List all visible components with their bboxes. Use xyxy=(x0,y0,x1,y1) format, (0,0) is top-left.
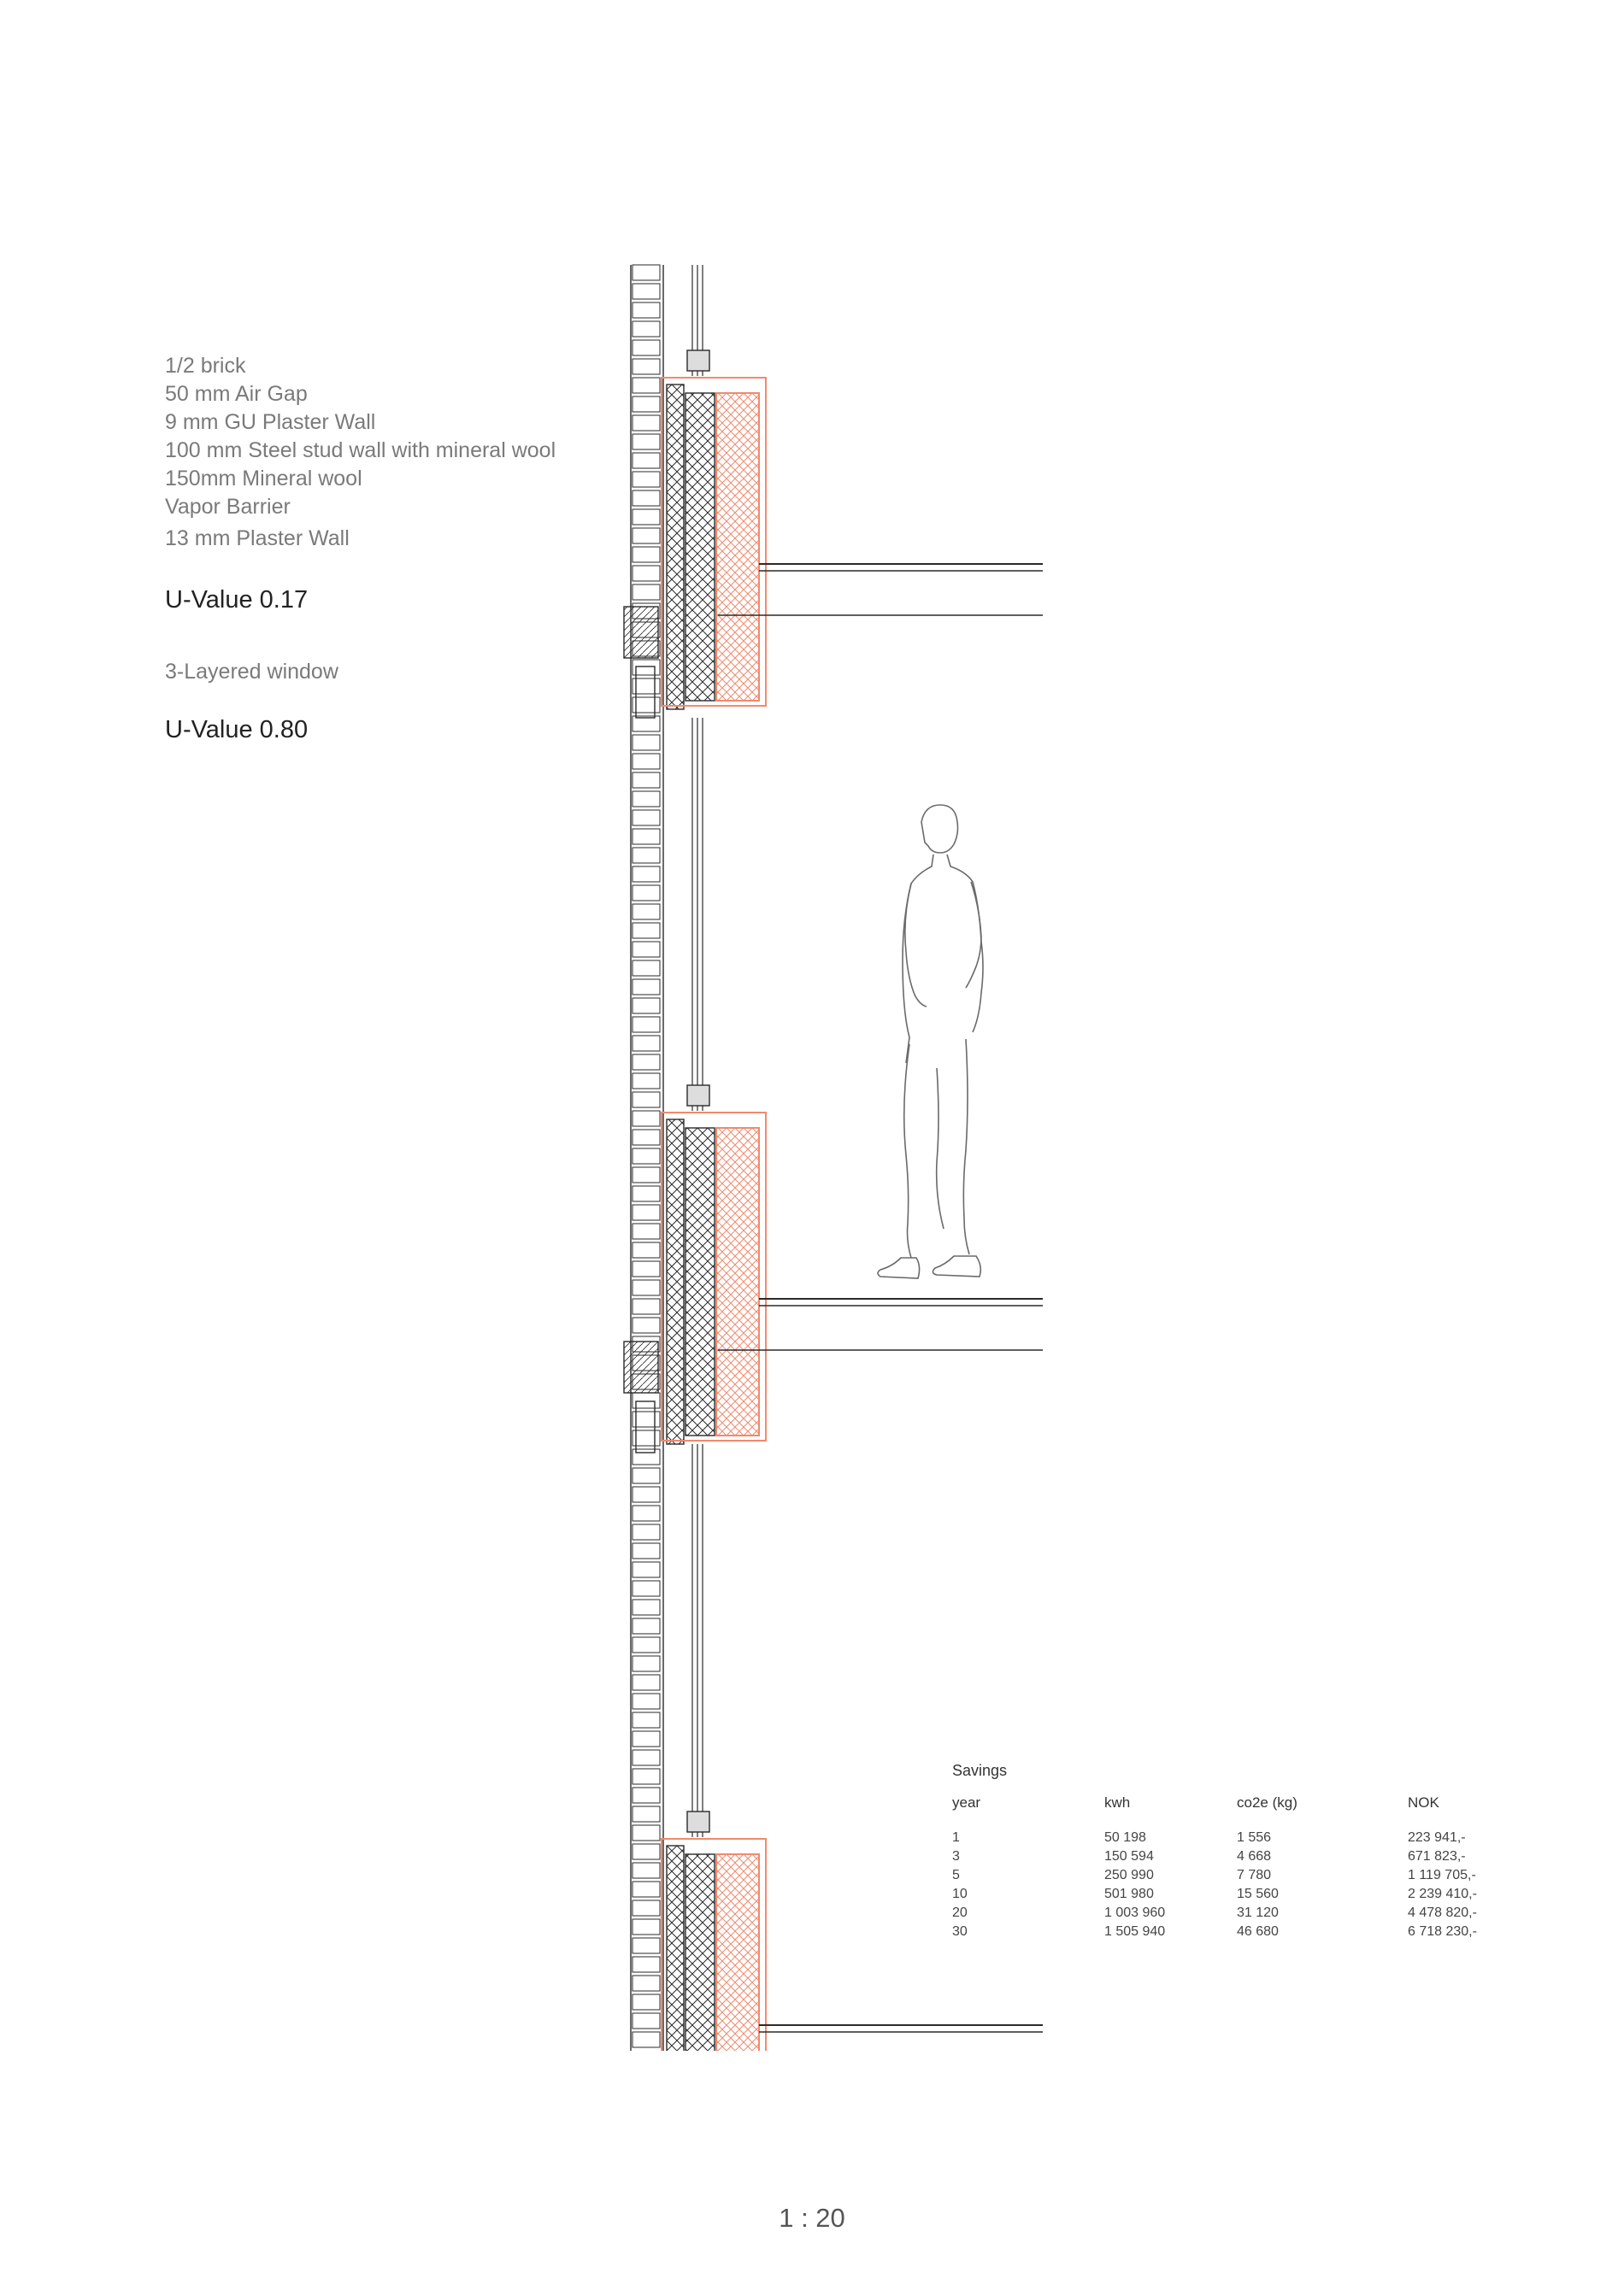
table-row xyxy=(952,1829,1519,1847)
brick-course xyxy=(633,1637,660,1653)
brick-course xyxy=(633,1242,660,1258)
brick-course xyxy=(633,265,660,280)
cell-co2e: 4 668 xyxy=(1237,1849,1272,1864)
scale-label: 1 : 20 xyxy=(779,2203,845,2233)
wall-layer-list xyxy=(165,352,644,553)
brick-course xyxy=(633,848,660,863)
brick-course xyxy=(633,1468,660,1483)
brick-course xyxy=(633,378,660,393)
brick-course xyxy=(633,923,660,938)
brick-course xyxy=(633,302,660,318)
brick-course xyxy=(633,1581,660,1596)
brick-course xyxy=(633,1280,660,1295)
brick-course xyxy=(633,566,660,581)
brick-course xyxy=(633,1017,660,1032)
cell-kwh: 50 198 xyxy=(1104,1830,1146,1845)
brick-course xyxy=(633,1750,660,1765)
brick-course xyxy=(633,1900,660,1916)
mineral-wool-layer xyxy=(716,1854,759,2051)
brick-course xyxy=(633,1261,660,1277)
brick-course xyxy=(633,1111,660,1126)
brick-course xyxy=(633,866,660,882)
brick-course xyxy=(633,1788,660,1803)
human-figure xyxy=(878,805,983,1278)
brick-course xyxy=(633,321,660,337)
cell-year: 1 xyxy=(952,1830,960,1845)
brick-course xyxy=(633,1882,660,1897)
brick-course xyxy=(633,1543,660,1559)
table-row xyxy=(952,1923,1519,1941)
brick-course xyxy=(633,1656,660,1671)
cell-year: 3 xyxy=(952,1849,960,1864)
brick-course xyxy=(633,1092,660,1107)
cell-year: 5 xyxy=(952,1868,960,1882)
wall-u-value: U-Value 0.17 xyxy=(165,586,309,614)
cell-co2e: 46 680 xyxy=(1237,1924,1279,1939)
brick-course xyxy=(633,1073,660,1089)
brick-course xyxy=(633,1318,660,1333)
mineral-wool-layer xyxy=(716,393,759,701)
brick-course xyxy=(633,885,660,901)
brick-course xyxy=(633,434,660,449)
brick-course xyxy=(633,584,660,600)
cell-nok: 1 119 705,- xyxy=(1408,1868,1476,1882)
brick-course xyxy=(633,1618,660,1634)
brick-course xyxy=(633,1036,660,1051)
header-year: year xyxy=(952,1794,981,1811)
plaster-layer xyxy=(667,1846,684,2051)
brick-course xyxy=(633,453,660,468)
savings-header-row xyxy=(952,1794,1519,1829)
table-row xyxy=(952,1904,1519,1923)
header-kwh: kwh xyxy=(1104,1794,1131,1811)
brick-course xyxy=(633,1806,660,1822)
brick-course xyxy=(633,1524,660,1540)
brick-course xyxy=(633,1167,660,1183)
brick-course xyxy=(633,359,660,374)
brick-course xyxy=(633,1054,660,1070)
brick-course xyxy=(633,2013,660,2029)
brick-course xyxy=(633,754,660,769)
brick-course xyxy=(633,396,660,412)
brick-course xyxy=(633,829,660,844)
wall-section-drawing xyxy=(615,256,1060,2051)
brick-course xyxy=(633,1976,660,1991)
brick-course xyxy=(633,1825,660,1841)
brick-course xyxy=(633,1430,660,1446)
brick-course xyxy=(633,1844,660,1859)
brick-course xyxy=(633,1412,660,1427)
layer-brick: 1/2 brick xyxy=(165,354,246,378)
layer-steel-stud: 100 mm Steel stud wall with mineral wool xyxy=(165,438,556,462)
brick-course xyxy=(633,1994,660,2010)
brick-course xyxy=(633,697,660,713)
brick-course xyxy=(633,1449,660,1465)
brick-course xyxy=(633,716,660,731)
layer-gu-plaster: 9 mm GU Plaster Wall xyxy=(165,410,376,434)
brick-course xyxy=(633,1675,660,1690)
brick-course xyxy=(633,1600,660,1615)
savings-table xyxy=(952,1794,1519,1941)
brick-course xyxy=(633,1205,660,1220)
layer-plaster: 13 mm Plaster Wall xyxy=(165,526,350,550)
cell-year: 10 xyxy=(952,1887,968,1901)
cell-nok: 6 718 230,- xyxy=(1408,1924,1477,1939)
cell-year: 20 xyxy=(952,1906,968,1920)
layer-mineral-wool: 150mm Mineral wool xyxy=(165,467,362,490)
cell-nok: 4 478 820,- xyxy=(1408,1906,1477,1920)
brick-course xyxy=(633,1186,660,1201)
table-row xyxy=(952,1885,1519,1904)
window-label: 3-Layered window xyxy=(165,660,338,684)
brick-course xyxy=(633,1299,660,1314)
brick-course xyxy=(633,490,660,506)
steel-stud-layer xyxy=(685,1854,715,2051)
cell-co2e: 31 120 xyxy=(1237,1906,1279,1920)
brick-course xyxy=(633,1957,660,1972)
layer-air-gap: 50 mm Air Gap xyxy=(165,382,308,406)
brick-course xyxy=(633,340,660,355)
brick-course xyxy=(633,472,660,487)
window-head xyxy=(636,666,655,718)
savings-title: Savings xyxy=(952,1762,1008,1779)
brick-course xyxy=(633,415,660,431)
mineral-wool-layer xyxy=(716,1128,759,1436)
brick-course xyxy=(633,810,660,825)
brick-course xyxy=(633,1562,660,1577)
brick-course xyxy=(633,1863,660,1878)
cell-kwh: 501 980 xyxy=(1104,1887,1154,1901)
brick-course xyxy=(633,735,660,750)
brick-course xyxy=(633,1694,660,1709)
brick-course xyxy=(633,1224,660,1239)
brick-course xyxy=(633,979,660,995)
brick-course xyxy=(633,1938,660,1953)
brick-course xyxy=(633,1130,660,1145)
cell-kwh: 1 003 960 xyxy=(1104,1906,1166,1920)
layer-vapor-barrier: Vapor Barrier xyxy=(165,495,291,519)
brick-course xyxy=(633,942,660,957)
brick-course xyxy=(633,528,660,543)
cell-nok: 671 823,- xyxy=(1408,1849,1466,1864)
brick-course xyxy=(633,1506,660,1521)
steel-stud-layer xyxy=(685,1128,715,1436)
cell-co2e: 15 560 xyxy=(1237,1887,1279,1901)
brick-course xyxy=(633,960,660,976)
header-co2e: co2e (kg) xyxy=(1237,1794,1297,1811)
brick-course xyxy=(633,678,660,694)
brick-course xyxy=(633,1731,660,1747)
cell-co2e: 1 556 xyxy=(1237,1830,1272,1845)
brick-course xyxy=(633,1148,660,1164)
window-frame xyxy=(687,1812,709,1832)
window-frame xyxy=(687,350,709,371)
cell-kwh: 1 505 940 xyxy=(1104,1924,1166,1939)
brick-course xyxy=(633,1393,660,1408)
brick-course xyxy=(633,284,660,299)
cell-nok: 2 239 410,- xyxy=(1408,1887,1477,1901)
brick-course xyxy=(633,509,660,525)
brick-course xyxy=(633,998,660,1013)
window-frame xyxy=(687,1085,709,1106)
brick-course xyxy=(633,904,660,919)
brick-course xyxy=(633,1919,660,1935)
table-row xyxy=(952,1866,1519,1885)
cell-kwh: 250 990 xyxy=(1104,1868,1154,1882)
brick-course xyxy=(633,1769,660,1784)
plaster-layer xyxy=(667,1119,684,1444)
window-u-value: U-Value 0.80 xyxy=(165,716,309,743)
brick-course xyxy=(633,547,660,562)
plaster-layer xyxy=(667,385,684,709)
brick-course xyxy=(633,1712,660,1728)
lintel-block xyxy=(624,607,658,658)
steel-stud-layer xyxy=(685,393,715,701)
cell-co2e: 7 780 xyxy=(1237,1868,1272,1882)
table-row xyxy=(952,1847,1519,1866)
brick-course xyxy=(633,772,660,788)
brick-course xyxy=(633,2032,660,2047)
brick-course xyxy=(633,1487,660,1502)
header-nok: NOK xyxy=(1408,1794,1439,1811)
cell-year: 30 xyxy=(952,1924,968,1939)
cell-kwh: 150 594 xyxy=(1104,1849,1154,1864)
brick-course xyxy=(633,791,660,807)
brick-course xyxy=(633,660,660,675)
lintel-block xyxy=(624,1342,658,1393)
cell-nok: 223 941,- xyxy=(1408,1830,1466,1845)
